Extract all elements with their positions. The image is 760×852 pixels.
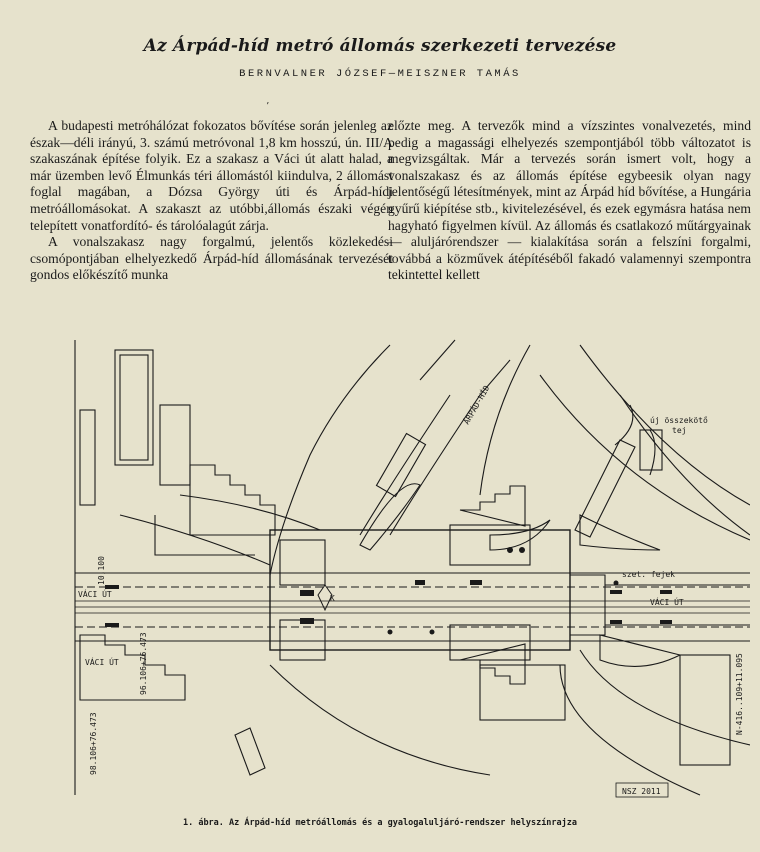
ornament-mark: ʼ — [266, 102, 269, 112]
road-label-right: VÁCI ÚT — [650, 598, 684, 607]
paragraph: előzte meg. A tervezők mind a vízszintes vonalvezetés, mind pedig a magassági elhelyezés szempontjából több változatot is megvizsgáltak. Már a tervezés során ismert volt, hogy a vonalszakasz és az állomás építése egybeesik olyan nagy jelentőségű létesítmények, mint az Árpád híd bővítése, a Hungária gyűrű kiépítése stb., kivitelezésével, és ezek egymásra hatása nem hagyható figyelmen kívül. Az állomás és csatlakozó műtárgyainak — aluljárórendszer — kialakítása során a felszíni forgalmi, továbbá a közművek átépítéséből fakadó valamennyi szempontra tekintettel kellett — [388, 118, 751, 283]
new-connection-label-2: tej — [672, 426, 687, 435]
road-label-left: VÁCI ÚT — [78, 590, 112, 599]
left-km-label-3: 98.106+76.473 — [89, 712, 98, 775]
new-connection-label: új összekötő — [650, 416, 708, 425]
paragraph: A vonalszakasz nagy forgalmú, jelentős közlekedési csomópontjában elhelyezkedő Árpád-híd állomásának tervezését gondos előkészítő munka — [30, 234, 393, 283]
article-title: Az Árpád-híd metró állomás szerkezeti tervezése — [143, 36, 617, 56]
body-column-left — [30, 118, 393, 284]
body-column-right — [388, 118, 751, 284]
compass-label: K — [330, 594, 335, 603]
right-km-label: N-416..109+11.095 — [735, 653, 744, 735]
site-plan-figure — [60, 335, 750, 805]
drawing-code-label: NSZ 2011 — [622, 787, 661, 796]
left-km-label: 10,100 — [97, 556, 106, 585]
article-authors: BERNVALNER JÓZSEF—MEISZNER TAMÁS — [239, 68, 521, 80]
road-label-bottom-left: VÁCI ÚT — [85, 658, 119, 667]
figure-caption: 1. ábra. Az Árpád-híd metróállomás és a gyalogaluljáró-rendszer helyszínrajza — [182, 818, 578, 828]
left-km-label-2: 96.106+76.473 — [139, 632, 148, 695]
ends-label: szet. fejek — [622, 570, 675, 579]
paragraph: A budapesti metróhálózat fokozatos bővítése során jelenleg az észak—déli irányú, 3. számú metróvonal 1,8 km hosszú, ún. III/A szakaszának építése folyik. Ez a szakasz a Váci út alatt halad, a már üzemben levő Élmunkás téri állomástól kiindulva, 2 állomást foglal magában, a Dózsa György úti és Árpád-hídi metróállomásokat. A szakaszt az utóbbi,állomás északi végén telepített vonatfordító- és tárolóalagút zárja. — [30, 118, 393, 233]
bridge-label: ÁRPÁD-HÍD — [461, 383, 492, 426]
